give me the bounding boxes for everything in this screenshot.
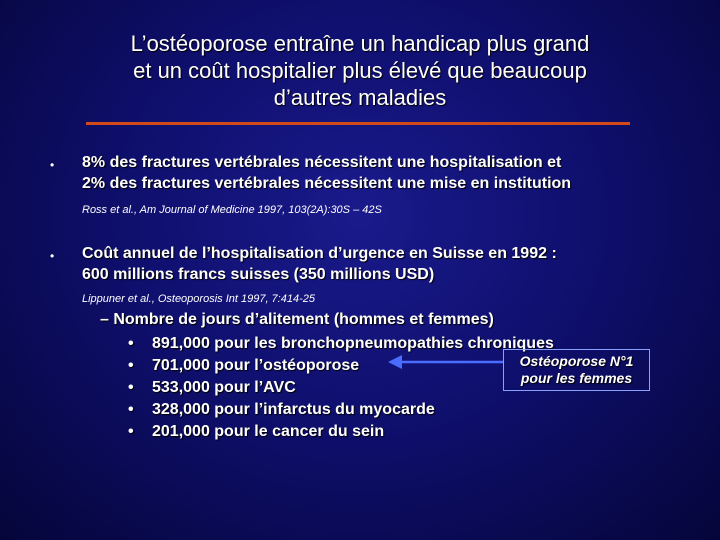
list-bullet-icon: • — [128, 401, 134, 418]
bullet-1-icon: • — [50, 158, 55, 172]
point-2-line-1: Coût annuel de l’hospitalisation d’urgence en Suisse en 1992 : — [82, 245, 557, 262]
left-arrow-icon — [388, 354, 506, 370]
list-item-text: 201,000 pour le cancer du sein — [152, 423, 385, 440]
title-underline — [86, 122, 630, 125]
list-item — [128, 377, 554, 399]
point-1-line-1: 8% des fractures vertébrales nécessitent une hospitalisation et — [82, 154, 562, 171]
point-2-text — [82, 243, 682, 285]
bed-days-list — [128, 333, 554, 443]
slide-title — [40, 30, 680, 111]
list-item — [128, 333, 554, 355]
bullet-2-icon: • — [50, 249, 55, 263]
list-item — [128, 421, 554, 443]
list-item-text: 701,000 pour l’ostéoporose — [152, 357, 360, 374]
callout-line-1: Ostéoporose N°1 — [519, 353, 634, 369]
callout-line-2: pour les femmes — [520, 370, 633, 386]
list-item-text: 533,000 pour l’AVC — [152, 379, 296, 396]
point-1-text — [82, 152, 682, 194]
title-line-1: L’ostéoporose entraîne un handicap plus grand — [130, 31, 590, 56]
title-line-3: d’autres maladies — [273, 85, 447, 110]
point-2-line-2: 600 millions francs suisses (350 millions USD) — [82, 266, 435, 283]
list-bullet-icon: • — [128, 357, 134, 374]
point-2-reference: Lippuner et al., Osteoporosis Int 1997, 7:414-25 — [82, 293, 315, 305]
list-bullet-icon: • — [128, 335, 134, 352]
osteoporosis-callout — [503, 349, 650, 391]
list-bullet-icon: • — [128, 379, 134, 396]
list-item-text: 328,000 pour l’infarctus du myocarde — [152, 401, 435, 418]
list-bullet-icon: • — [128, 423, 134, 440]
list-item-text: 891,000 pour les bronchopneumopathies chroniques — [152, 335, 554, 352]
title-line-2: et un coût hospitalier plus élevé que beaucoup — [133, 58, 587, 83]
point-1-line-2: 2% des fractures vertébrales nécessitent une mise en institution — [82, 175, 572, 192]
bed-days-subheading: – Nombre de jours d’alitement (hommes et femmes) — [100, 311, 494, 328]
point-1-reference: Ross et al., Am Journal of Medicine 1997, 103(2A):30S – 42S — [82, 204, 382, 216]
list-item — [128, 399, 554, 421]
